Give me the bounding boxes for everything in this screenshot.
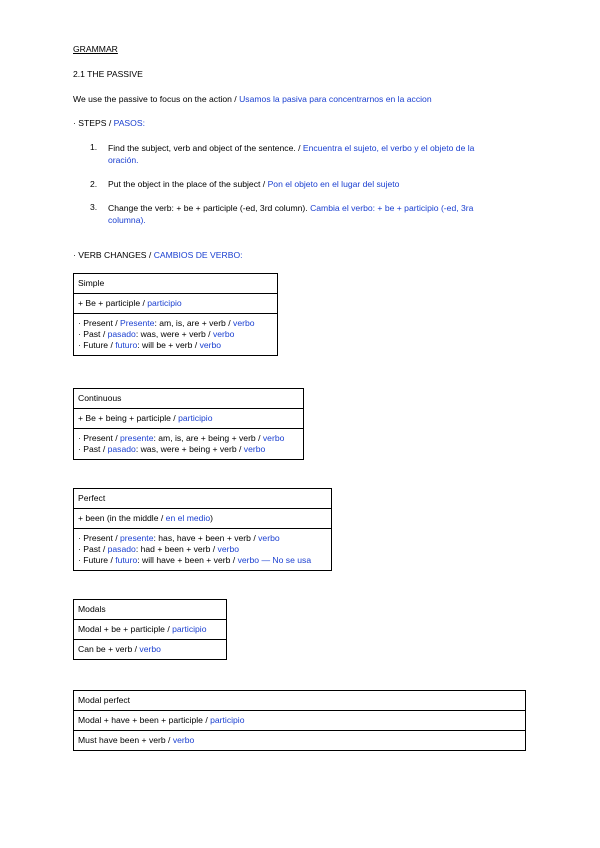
formula-es: participio: [178, 413, 213, 423]
tense-mid: : was, were + being + verb /: [135, 444, 244, 454]
tense-verb-es: verbo: [243, 444, 266, 454]
tense-mid: : had + been + verb /: [135, 544, 218, 554]
step-number: 3.: [90, 202, 98, 212]
tense-row: [78, 329, 273, 340]
tense-es: pasado: [107, 544, 136, 554]
steps-label: [73, 118, 145, 128]
tense-row: [78, 433, 299, 444]
formula-es: en el medio: [165, 513, 211, 523]
verb-changes-en: · VERB CHANGES /: [73, 250, 154, 260]
example-es: verbo: [172, 735, 195, 745]
continuous-table: [73, 388, 304, 460]
intro-en: We use the passive to focus on the action: [73, 94, 232, 104]
step-es: Cambia el verbo: + be + participio (-ed, 3ra: [310, 203, 474, 213]
example-es: verbo: [139, 644, 161, 654]
tense-verb-es: verbo: [217, 544, 240, 554]
tense-pre: · Present /: [78, 533, 121, 543]
simple-table: [73, 273, 278, 356]
steps-label-es: PASOS: [113, 118, 143, 128]
continuous-title: Continuous: [74, 389, 304, 409]
simple-title: Simple: [74, 274, 278, 294]
tense-pre: · Past /: [78, 544, 108, 554]
tense-pre: · Future /: [78, 340, 116, 350]
simple-formula: [74, 294, 278, 314]
modal-perfect-title: Modal perfect: [74, 691, 526, 711]
tense-row: [78, 318, 273, 329]
tense-verb-es: verbo: [233, 318, 255, 328]
tense-pre: · Future /: [78, 555, 116, 565]
step-item: [108, 179, 399, 189]
tense-pre: · Past /: [78, 329, 108, 339]
intro-sep: /: [231, 94, 240, 104]
formula-en: + been (in the middle /: [78, 513, 166, 523]
tense-mid: : has, have + been + verb /: [153, 533, 259, 543]
tense-verb-es: verbo: [237, 555, 260, 565]
tense-verb-es: verbo: [199, 340, 222, 350]
verb-changes-label: [73, 250, 243, 260]
tense-verb-es: verbo: [262, 433, 285, 443]
example-en: Can be + verb /: [78, 644, 140, 654]
modals-formula: [74, 620, 227, 640]
step-es: Pon el objeto en el lugar del sujeto: [267, 179, 400, 189]
intro-text: [73, 94, 432, 104]
formula-en: Modal + be + participle /: [78, 624, 173, 634]
tense-verb-es: verbo: [258, 533, 280, 543]
tense-mid: : was, were + verb /: [135, 329, 213, 339]
tense-mid: : am, is, are + being + verb /: [153, 433, 263, 443]
tense-pre: · Present /: [78, 318, 121, 328]
formula-es: participio: [172, 624, 207, 634]
step-es-continued: columna).: [108, 215, 146, 225]
steps-label-colon: :: [142, 118, 145, 128]
verb-changes-es: CAMBIOS DE VERBO: [153, 250, 241, 260]
formula-en: + Be + being + participle /: [78, 413, 179, 423]
tense-row: [78, 533, 327, 544]
perfect-table: [73, 488, 332, 571]
tense-verb-es: verbo: [212, 329, 235, 339]
steps-label-en: · STEPS: [73, 118, 107, 128]
step-item: [108, 202, 473, 226]
step-en: Find the subject, verb and object of the sentence. /: [108, 143, 303, 153]
step-number: 1.: [90, 142, 98, 152]
intro-es: Usamos la pasiva para concentrarnos en la accion: [239, 94, 432, 104]
tense-es: futuro: [115, 555, 138, 565]
perfect-tenses: [74, 529, 332, 571]
tense-es: presente: [120, 433, 154, 443]
tense-pre: · Present /: [78, 433, 121, 443]
tense-es: futuro: [115, 340, 138, 350]
tense-mid: : am, is, are + verb /: [154, 318, 234, 328]
simple-tenses: [74, 314, 278, 356]
tense-mid: : will be + verb /: [137, 340, 200, 350]
example-en: Must have been + verb /: [78, 735, 173, 745]
modal-perfect-table: [73, 690, 526, 751]
modal-perfect-example: [74, 731, 526, 751]
formula-en: + Be + participle /: [78, 298, 148, 308]
step-item: [108, 142, 474, 166]
tense-pre: · Past /: [78, 444, 108, 454]
verb-changes-colon: :: [240, 250, 243, 260]
continuous-formula: [74, 409, 304, 429]
perfect-title: Perfect: [74, 489, 332, 509]
document-heading: GRAMMAR: [73, 44, 118, 54]
section-title: 2.1 THE PASSIVE: [73, 69, 143, 79]
tense-row: [78, 555, 327, 566]
step-es: Encuentra el sujeto, el verbo y el objeto de la: [302, 143, 475, 153]
step-en: Put the object in the place of the subject /: [108, 179, 268, 189]
tense-mid: : will have + been + verb /: [137, 555, 238, 565]
perfect-formula: [74, 509, 332, 529]
tense-row: [78, 544, 327, 555]
modals-example: [74, 640, 227, 660]
tense-row: [78, 444, 299, 455]
step-es-continued: oración.: [108, 155, 139, 165]
step-number: 2.: [90, 179, 98, 189]
tense-note: — No se usa: [259, 555, 312, 565]
modal-perfect-formula: [74, 711, 526, 731]
tense-row: [78, 340, 273, 351]
tense-es: presente: [120, 533, 154, 543]
continuous-tenses: [74, 429, 304, 460]
formula-end: ): [210, 513, 213, 523]
tense-es: Presente: [120, 318, 155, 328]
formula-es: participio: [147, 298, 182, 308]
formula-es: participio: [210, 715, 245, 725]
modals-title: Modals: [74, 600, 227, 620]
tense-es: pasado: [107, 444, 136, 454]
formula-en: Modal + have + been + participle /: [78, 715, 211, 725]
steps-label-sep: /: [106, 118, 114, 128]
step-en: Change the verb: + be + participle (-ed, 3rd column).: [108, 203, 311, 213]
tense-es: pasado: [107, 329, 136, 339]
modals-table: [73, 599, 227, 660]
